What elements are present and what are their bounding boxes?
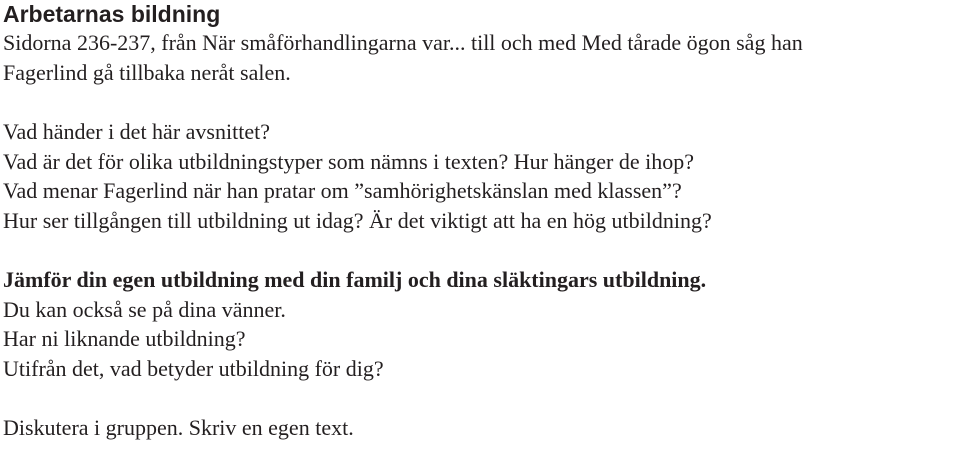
compare-heading: Jämför din egen utbildning med din familj och dina släktingars utbildning. <box>3 267 707 292</box>
intro-line: Fagerlind gå tillbaka neråt salen. <box>3 59 291 85</box>
document-page <box>3 0 957 443</box>
spacer <box>3 235 957 265</box>
question-item: Vad händer i det här avsnittet? <box>3 119 270 144</box>
compare-section <box>3 265 957 383</box>
question-list <box>3 117 957 235</box>
spacer <box>3 383 957 413</box>
closing-section <box>3 413 957 443</box>
compare-line: Har ni liknande utbildning? <box>3 326 246 351</box>
intro-line: Sidorna 236-237, från När småförhandlingarna var... till och med Med tårade ögon såg han <box>3 30 803 55</box>
spacer <box>3 87 957 117</box>
closing-line: Diskutera i gruppen. Skriv en egen text. <box>3 415 354 440</box>
question-item: Vad menar Fagerlind när han pratar om ”samhörighetskänslan med klassen”? <box>3 178 682 203</box>
document-title: Arbetarnas bildning <box>3 1 221 27</box>
intro-paragraph <box>3 28 957 87</box>
compare-line: Du kan också se på dina vänner. <box>3 296 286 322</box>
question-item: Vad är det för olika utbildningstyper som nämns i texten? Hur hänger de ihop? <box>3 148 694 174</box>
compare-line: Utifrån det, vad betyder utbildning för dig? <box>3 355 384 381</box>
question-item: Hur ser tillgången till utbildning ut idag? Är det viktigt att ha en hög utbildning? <box>3 207 712 233</box>
